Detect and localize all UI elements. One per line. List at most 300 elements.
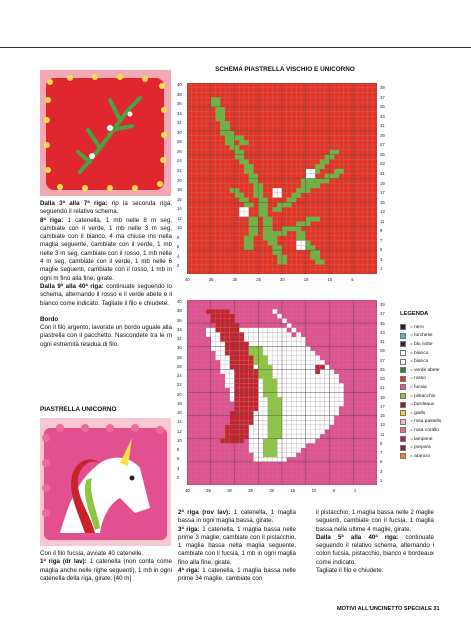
axis-tick-label: 1 — [380, 477, 383, 483]
grid-cell — [301, 245, 306, 250]
grid-cell — [292, 439, 297, 444]
grid-cell — [277, 188, 282, 193]
grid-cell — [249, 430, 254, 435]
grid-cell — [230, 328, 235, 333]
grid-cell — [306, 420, 311, 425]
grid-cell — [244, 397, 249, 402]
axis-tick-label: 10 — [177, 225, 182, 231]
grid-cell — [263, 369, 268, 374]
grid-cell — [239, 425, 244, 430]
axis-tick-label: 25 — [380, 366, 385, 372]
grid-cell — [282, 430, 287, 435]
grid-cell — [282, 420, 287, 425]
grid-cell — [230, 411, 235, 416]
grid-cell — [277, 434, 282, 439]
grid-cell — [311, 374, 316, 379]
grid-cell — [258, 411, 263, 416]
grid-cell — [273, 434, 278, 439]
grid-cell — [230, 365, 235, 370]
grid-cell — [301, 346, 306, 351]
grid-cell — [230, 346, 235, 351]
axis-tick-label: 34 — [177, 110, 182, 116]
grid-cell — [282, 393, 287, 398]
grid-cell — [239, 439, 244, 444]
grid-cell — [263, 236, 268, 241]
legend-swatch — [400, 419, 406, 425]
grid-cell — [225, 126, 230, 131]
grid-cell — [315, 425, 320, 430]
grid-cell — [315, 356, 320, 361]
grid-cell — [239, 420, 244, 425]
grid-cell — [330, 416, 335, 421]
grid-cell — [230, 136, 235, 141]
grid-cell — [296, 337, 301, 342]
grid-cell — [296, 342, 301, 347]
grid-cell — [292, 351, 297, 356]
grid-cell — [282, 351, 287, 356]
grid-cell — [254, 193, 259, 198]
grid-cell — [292, 402, 297, 407]
grid-cell — [282, 342, 287, 347]
grid-cell — [330, 397, 335, 402]
grid-cell — [311, 356, 316, 361]
grid-cell — [239, 212, 244, 217]
grid-cell — [325, 416, 330, 421]
grid-cell — [273, 457, 278, 462]
grid-cell — [315, 369, 320, 374]
grid-cell — [320, 365, 325, 370]
grid-cell — [244, 245, 249, 250]
grid-cell — [277, 332, 282, 337]
grid-cell — [296, 379, 301, 384]
grid-cell — [296, 388, 301, 393]
grid-cell — [292, 369, 297, 374]
legend — [400, 311, 462, 461]
grid-cell — [273, 379, 278, 384]
legend-label: = fucsia — [410, 384, 427, 390]
grid-cell — [235, 136, 240, 141]
grid-cell — [239, 351, 244, 356]
axis-tick-label: 12 — [177, 428, 182, 434]
grid-cell — [320, 425, 325, 430]
grid-cell — [315, 411, 320, 416]
grid-cell — [268, 393, 273, 398]
legend-swatch — [400, 410, 406, 416]
unicorn-cushion-photo — [40, 418, 171, 546]
grid-cell — [315, 416, 320, 421]
axis-tick-label: 6 — [177, 244, 180, 250]
grid-cell — [258, 393, 263, 398]
axis-tick-label: 18 — [177, 187, 182, 193]
grid-cell — [225, 430, 230, 435]
grid-cell — [282, 439, 287, 444]
legend-swatch — [400, 367, 406, 373]
grid-cell — [244, 374, 249, 379]
grid-cell — [315, 406, 320, 411]
axis-tick-label: 1 — [353, 488, 357, 493]
grid-cell — [282, 406, 287, 411]
grid-cell — [254, 221, 259, 226]
mistletoe-instructions — [40, 200, 172, 349]
grid-cell — [220, 351, 225, 356]
axis-tick-label: 9 — [380, 440, 383, 446]
axis-tick-label: 38 — [177, 91, 182, 97]
grid-cell — [301, 183, 306, 188]
grid-cell — [334, 402, 339, 407]
grid-cell — [311, 255, 316, 260]
grid-cell — [315, 260, 320, 265]
grid-cell — [301, 365, 306, 370]
grid-cell — [268, 448, 273, 453]
grid-cell — [263, 202, 268, 207]
grid-cell — [277, 202, 282, 207]
axis-tick-label: 35 — [208, 277, 214, 282]
grid-cell — [249, 356, 254, 361]
grid-cell — [239, 397, 244, 402]
grid-cell — [277, 453, 282, 458]
grid-cell — [334, 388, 339, 393]
grid-cell — [220, 323, 225, 328]
grid-cell — [292, 420, 297, 425]
grid-cell — [282, 337, 287, 342]
grid-cell — [306, 369, 311, 374]
grid-cell — [301, 416, 306, 421]
grid-cell — [315, 434, 320, 439]
grid-cell — [239, 406, 244, 411]
grid-cell — [230, 351, 235, 356]
grid-cell — [301, 221, 306, 226]
grid-cell — [315, 169, 320, 174]
grid-cell — [254, 337, 259, 342]
axis-tick-label: 6 — [177, 456, 180, 462]
grid-cell — [301, 388, 306, 393]
grid-cell — [282, 416, 287, 421]
grid-cell — [325, 388, 330, 393]
grid-cell — [235, 328, 240, 333]
legend-item — [400, 392, 462, 401]
axis-tick-label: 10 — [177, 437, 182, 443]
grid-cell — [263, 356, 268, 361]
grid-cell — [277, 346, 282, 351]
grid-cell — [292, 406, 297, 411]
grid-cell — [273, 346, 278, 351]
grid-cell — [244, 346, 249, 351]
grid-cell — [311, 250, 316, 255]
grid-cell — [273, 250, 278, 255]
grid-cell — [225, 360, 230, 365]
grid-cell — [301, 351, 306, 356]
grid-cell — [273, 425, 278, 430]
grid-cell — [287, 388, 292, 393]
grid-cell — [258, 337, 263, 342]
axis-tick-label: 21 — [380, 385, 385, 391]
step-head: 1ª riga (dr lav): — [40, 558, 87, 566]
grid-cell — [216, 332, 221, 337]
grid-cell — [249, 416, 254, 421]
grid-cell — [277, 328, 282, 333]
grid-cell — [330, 406, 335, 411]
legend-label: = verde abete — [410, 367, 440, 373]
grid-cell — [306, 434, 311, 439]
grid-cell — [254, 226, 259, 231]
grid-cell — [320, 379, 325, 384]
grid-cell — [273, 360, 278, 365]
grid-cell — [320, 416, 325, 421]
grid-cell — [330, 174, 335, 179]
grid-cell — [277, 245, 282, 250]
grid-cell — [220, 332, 225, 337]
grid-cell — [320, 179, 325, 184]
grid-cell — [239, 159, 244, 164]
grid-cell — [282, 365, 287, 370]
grid-cell — [230, 131, 235, 136]
grid-cell — [220, 356, 225, 361]
grid-cell — [296, 346, 301, 351]
legend-item — [400, 400, 462, 409]
axis-tick-label: 16 — [177, 196, 182, 202]
grid-cell — [235, 416, 240, 421]
grid-cell — [220, 112, 225, 117]
grid-cell — [282, 374, 287, 379]
grid-cell — [206, 328, 211, 333]
legend-item — [400, 383, 462, 392]
unicorn-grid-chart — [187, 300, 377, 485]
grid-cell — [273, 402, 278, 407]
grid-cell — [334, 374, 339, 379]
axis-tick-label: 7 — [380, 450, 383, 455]
legend-item — [400, 409, 462, 418]
grid-cell — [330, 411, 335, 416]
grid-cell — [254, 434, 259, 439]
grid-cell — [239, 140, 244, 145]
grid-cell — [311, 369, 316, 374]
grid-cell — [301, 406, 306, 411]
legend-swatch — [400, 453, 406, 459]
axis-tick-label: 8 — [177, 234, 180, 240]
grid-cell — [292, 337, 297, 342]
grid-cell — [268, 226, 273, 231]
grid-cell — [296, 416, 301, 421]
axis-tick-label: 7 — [380, 237, 383, 243]
legend-swatch — [400, 393, 406, 399]
grid-cell — [239, 393, 244, 398]
grid-cell — [216, 328, 221, 333]
legend-label: = arancio — [410, 453, 430, 459]
grid-cell — [296, 393, 301, 398]
grid-cell — [249, 439, 254, 444]
grid-cell — [244, 241, 249, 246]
axis-tick-label: 14 — [177, 206, 182, 212]
grid-cell — [311, 174, 316, 179]
grid-cell — [258, 425, 263, 430]
grid-cell — [311, 439, 316, 444]
grid-cell — [263, 411, 268, 416]
grid-cell — [225, 379, 230, 384]
grid-cell — [249, 360, 254, 365]
grid-cell — [239, 356, 244, 361]
grid-cell — [273, 342, 278, 347]
grid-cell — [282, 457, 287, 462]
grid-cell — [273, 439, 278, 444]
grid-cell — [330, 420, 335, 425]
grid-cell — [249, 202, 254, 207]
grid-cell — [268, 374, 273, 379]
grid-cell — [263, 374, 268, 379]
grid-cell — [225, 131, 230, 136]
grid-cell — [325, 174, 330, 179]
grid-cell — [277, 406, 282, 411]
grid-cell — [258, 374, 263, 379]
grid-cell — [292, 360, 297, 365]
axis-tick-label: 31 — [380, 123, 385, 129]
grid-cell — [320, 369, 325, 374]
grid-cell — [282, 319, 287, 324]
grid-cell — [263, 402, 268, 407]
grid-cell — [216, 116, 221, 121]
grid-cell — [268, 221, 273, 226]
grid-cell — [306, 241, 311, 246]
grid-cell — [268, 337, 273, 342]
grid-cell — [287, 406, 292, 411]
axis-tick-label: 25 — [256, 277, 261, 282]
grid-cell — [239, 332, 244, 337]
grid-cell — [244, 434, 249, 439]
grid-cell — [268, 425, 273, 430]
grid-cell — [292, 374, 297, 379]
grid-cell — [254, 411, 259, 416]
grid-cell — [301, 430, 306, 435]
grid-cell — [296, 332, 301, 337]
grid-cell — [249, 351, 254, 356]
grid-cell — [287, 393, 292, 398]
step-head: Dalla 3ª alla 7ª riga: — [40, 200, 108, 207]
grid-cell — [263, 457, 268, 462]
grid-cell — [249, 337, 254, 342]
grid-cell — [254, 439, 259, 444]
grid-cell — [249, 379, 254, 384]
axis-tick-label: 12 — [177, 215, 182, 221]
grid-cell — [277, 255, 282, 260]
grid-cell — [244, 420, 249, 425]
axis-tick-label: 20 — [280, 277, 285, 282]
bordo-text: Con il filo argento, lavorate un bordo uguale alla piastrella con il pacchetto. Nascondete tra le m ogni estremità residua di filo. — [40, 324, 172, 348]
grid-cell — [230, 393, 235, 398]
grid-cell — [273, 374, 278, 379]
grid-cell — [325, 379, 330, 384]
grid-cell — [220, 337, 225, 342]
grid-cell — [235, 434, 240, 439]
axis-tick-label: 28 — [177, 139, 182, 145]
grid-cell — [320, 374, 325, 379]
grid-cell — [239, 402, 244, 407]
grid-cell — [277, 430, 282, 435]
grid-cell — [254, 443, 259, 448]
grid-cell — [306, 356, 311, 361]
legend-swatch — [400, 341, 406, 347]
axis-tick-label: 30 — [227, 488, 232, 493]
grid-cell — [268, 430, 273, 435]
grid-cell — [296, 188, 301, 193]
grid-cell — [244, 388, 249, 393]
grid-cell — [263, 328, 268, 333]
axis-tick-label: 40 — [177, 82, 182, 87]
grid-cell — [249, 217, 254, 222]
grid-cell — [211, 97, 216, 102]
grid-cell — [282, 226, 287, 231]
grid-cell — [311, 217, 316, 222]
grid-cell — [273, 241, 278, 246]
grid-cell — [306, 439, 311, 444]
grid-cell — [311, 430, 316, 435]
grid-cell — [320, 360, 325, 365]
grid-cell — [277, 388, 282, 393]
axis-tick-label: 5 — [380, 459, 383, 465]
grid-cell — [244, 360, 249, 365]
grid-cell — [273, 193, 278, 198]
grid-cell — [292, 342, 297, 347]
grid-cell — [249, 226, 254, 231]
grid-cell — [254, 430, 259, 435]
grid-cell — [230, 439, 235, 444]
grid-cell — [296, 430, 301, 435]
grid-cell — [263, 207, 268, 212]
grid-cell — [263, 383, 268, 388]
grid-cell — [263, 453, 268, 458]
grid-cell — [211, 314, 216, 319]
grid-cell — [277, 443, 282, 448]
grid-cell — [315, 402, 320, 407]
legend-label: = pistacchio — [410, 393, 436, 399]
grid-cell — [306, 388, 311, 393]
grid-cell — [239, 193, 244, 198]
grid-cell — [277, 250, 282, 255]
grid-cell — [258, 453, 263, 458]
grid-cell — [263, 332, 268, 337]
grid-cell — [268, 351, 273, 356]
grid-cell — [230, 319, 235, 324]
grid-cell — [230, 374, 235, 379]
grid-cell — [263, 379, 268, 384]
grid-cell — [258, 207, 263, 212]
grid-cell — [282, 453, 287, 458]
grid-cell — [230, 397, 235, 402]
axis-tick-label: 30 — [232, 277, 238, 282]
legend-label: = rosa pastello — [410, 419, 442, 425]
grid-cell — [258, 332, 263, 337]
grid-cell — [306, 406, 311, 411]
axis-tick-label: 23 — [380, 376, 385, 381]
grid-cell — [282, 397, 287, 402]
grid-cell — [292, 198, 297, 203]
grid-cell — [315, 365, 320, 370]
axis-tick-label: 13 — [380, 209, 385, 215]
step-head: 4ª riga: — [178, 567, 200, 575]
grid-cell — [225, 342, 230, 347]
grid-cell — [244, 332, 249, 337]
grid-cell — [315, 374, 320, 379]
grid-cell — [306, 379, 311, 384]
grid-cell — [235, 383, 240, 388]
grid-cell — [249, 374, 254, 379]
grid-cell — [277, 393, 282, 398]
grid-cell — [216, 356, 221, 361]
grid-cell — [292, 356, 297, 361]
grid-cell — [268, 443, 273, 448]
grid-cell — [225, 374, 230, 379]
axis-tick-label: 36 — [177, 101, 182, 107]
grid-cell — [258, 402, 263, 407]
grid-cell — [320, 402, 325, 407]
